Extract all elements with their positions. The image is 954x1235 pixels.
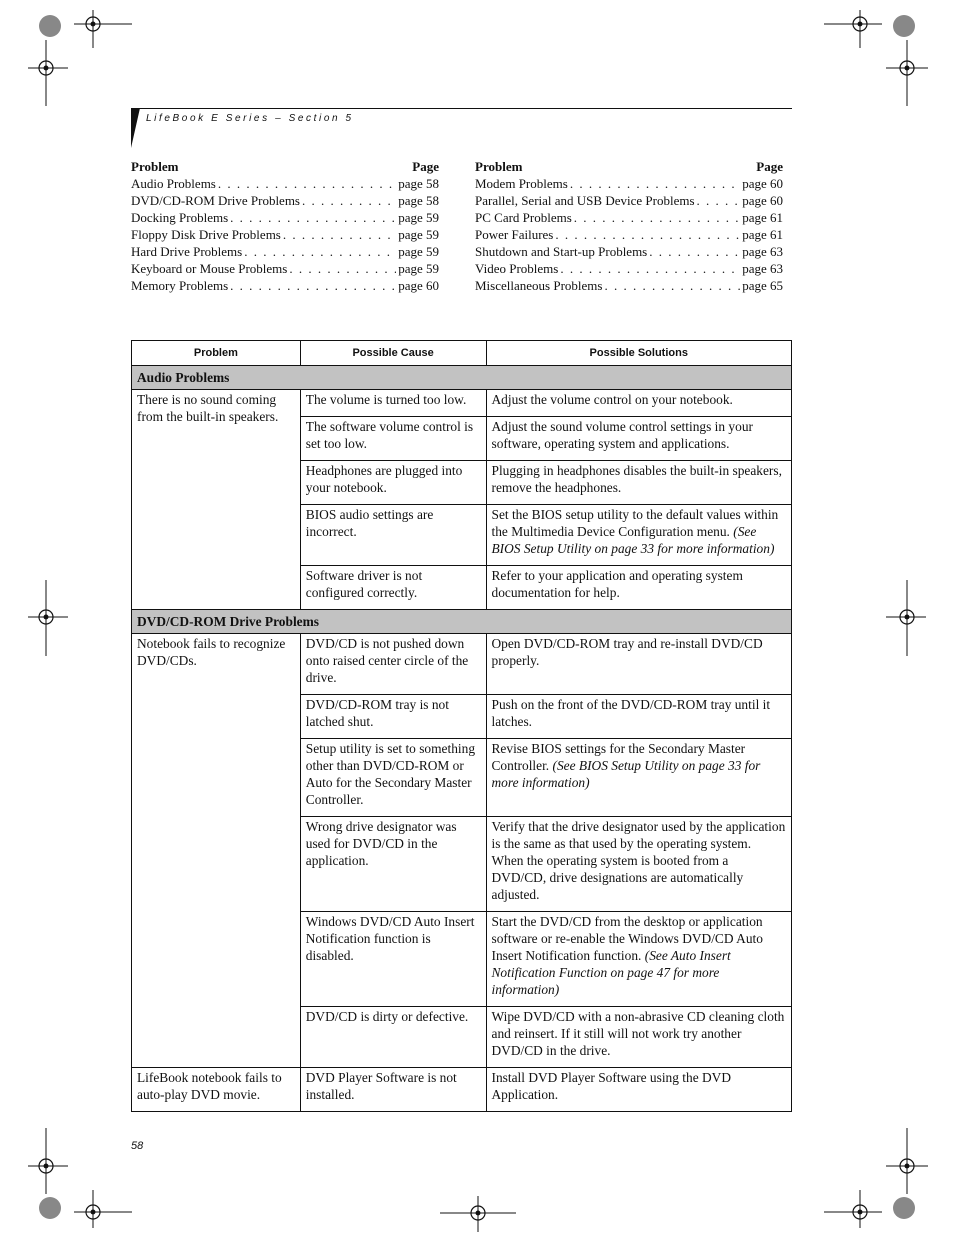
- toc-entry: [131, 277, 439, 294]
- problem-cell: LifeBook notebook fails to auto-play DVD movie.: [132, 1068, 301, 1112]
- solution-text: Refer to your application and operating system documentation for help.: [491, 568, 743, 600]
- toc-entry: [475, 243, 783, 260]
- registration-mark-bottom-left: [28, 1128, 138, 1228]
- cause-cell: Headphones are plugged into your notebook.: [300, 461, 486, 505]
- cause-cell: Software driver is not configured correctly.: [300, 566, 486, 610]
- solution-reference: (See Auto Insert Notification Function on page 47 for more information): [491, 948, 731, 997]
- toc-leader-dots: [302, 192, 396, 209]
- solution-text: Start the DVD/CD from the desktop or application software or re-enable the Windows DVD/CD Auto Insert Notification function.: [491, 914, 763, 963]
- section-title: Audio Problems: [132, 366, 792, 390]
- toc-entry-label: PC Card Problems: [475, 210, 572, 225]
- toc-entry: [131, 226, 439, 243]
- solution-cell: [486, 634, 792, 695]
- solution-cell: [486, 1068, 792, 1112]
- troubleshooting-table: [131, 340, 792, 1112]
- header-tab-marker: [131, 108, 140, 148]
- toc-entry: [475, 209, 783, 226]
- solution-text: Install DVD Player Software using the DVD Application.: [491, 1070, 732, 1102]
- toc-entry-label: DVD/CD-ROM Drive Problems: [131, 193, 300, 208]
- registration-mark-mid-left: [28, 580, 68, 656]
- solution-text: Push on the front of the DVD/CD-ROM tray until it latches.: [491, 697, 771, 729]
- solution-cell: [486, 817, 792, 912]
- toc-entry-label: Modem Problems: [475, 176, 568, 191]
- toc-entry: [475, 260, 783, 277]
- toc-leader-dots: [230, 277, 396, 294]
- section-row: [132, 366, 792, 390]
- column-header-solutions: Possible Solutions: [486, 341, 792, 366]
- toc-leader-dots: [289, 260, 396, 277]
- toc-left-page-heading: Page: [412, 159, 439, 174]
- toc-leader-dots: [697, 192, 741, 209]
- cause-cell: Windows DVD/CD Auto Insert Notification function is disabled.: [300, 912, 486, 1007]
- toc-leader-dots: [555, 226, 740, 243]
- toc-right: [475, 158, 783, 294]
- cause-cell: DVD/CD is not pushed down onto raised center circle of the drive.: [300, 634, 486, 695]
- table-row: [132, 1068, 792, 1112]
- registration-mark-top-right: [820, 10, 930, 110]
- toc-entry-page: page 59: [398, 227, 439, 242]
- solution-reference: (See BIOS Setup Utility on page 33 for more information): [491, 524, 775, 556]
- toc-leader-dots: [218, 175, 396, 192]
- toc-entry-label: Docking Problems: [131, 210, 229, 225]
- cause-cell: The software volume control is set too low.: [300, 417, 486, 461]
- toc-entry-label: Audio Problems: [131, 176, 216, 191]
- toc-entry: [475, 226, 783, 243]
- running-header-title: LifeBook E Series – Section 5: [146, 113, 354, 124]
- solution-text: Set the BIOS setup utility to the default values within the Multimedia Device Configuration menu.: [491, 507, 779, 539]
- solution-cell: [486, 695, 792, 739]
- toc-entry-label: Power Failures: [475, 227, 554, 242]
- cause-cell: Wrong drive designator was used for DVD/CD in the application.: [300, 817, 486, 912]
- toc-entry-page: page 61: [742, 227, 783, 242]
- toc-left-header: [131, 158, 439, 175]
- solution-text: Adjust the sound volume control settings in your software, operating system and applications.: [491, 419, 753, 451]
- cause-cell: The volume is turned too low.: [300, 390, 486, 417]
- solution-text: Verify that the drive designator used by the application is the same as that used by the operating system. When the operating system is booted from a DVD/CD, drive designations are automatically adjusted.: [491, 819, 786, 902]
- toc-entry: [475, 175, 783, 192]
- toc-entry-page: page 63: [742, 244, 783, 259]
- toc-leader-dots: [574, 209, 740, 226]
- toc-entry-page: page 60: [398, 278, 439, 293]
- toc-leader-dots: [570, 175, 740, 192]
- toc-right-page-heading: Page: [756, 159, 783, 174]
- solution-text: Revise BIOS settings for the Secondary Master Controller.: [491, 741, 746, 773]
- toc-leader-dots: [649, 243, 740, 260]
- toc-right-header: [475, 158, 783, 175]
- solution-cell: [486, 912, 792, 1007]
- toc-entry: [131, 175, 439, 192]
- cause-cell: BIOS audio settings are incorrect.: [300, 505, 486, 566]
- problem-cell: There is no sound coming from the built-in speakers.: [132, 390, 301, 610]
- registration-mark-bottom-right: [820, 1128, 930, 1228]
- toc-leader-dots: [560, 260, 740, 277]
- solution-cell: [486, 566, 792, 610]
- column-header-cause: Possible Cause: [300, 341, 486, 366]
- toc-entry-page: page 60: [742, 176, 783, 191]
- toc-entry-page: page 58: [398, 176, 439, 191]
- solution-cell: [486, 1007, 792, 1068]
- table-row: [132, 634, 792, 695]
- toc-entry-label: Hard Drive Problems: [131, 244, 243, 259]
- toc-entry-label: Shutdown and Start-up Problems: [475, 244, 648, 259]
- solution-cell: [486, 505, 792, 566]
- solution-cell: [486, 461, 792, 505]
- toc-entry: [131, 192, 439, 209]
- toc-left-problem-heading: Problem: [131, 159, 179, 174]
- table-row: [132, 390, 792, 417]
- toc-entry-page: page 59: [398, 210, 439, 225]
- toc-leader-dots: [230, 209, 396, 226]
- toc-entry-label: Parallel, Serial and USB Device Problems: [475, 193, 695, 208]
- toc-leader-dots: [283, 226, 396, 243]
- cause-cell: Setup utility is set to something other than DVD/CD-ROM or Auto for the Secondary Master Controller.: [300, 739, 486, 817]
- toc-entry-label: Miscellaneous Problems: [475, 278, 603, 293]
- cause-cell: DVD/CD-ROM tray is not latched shut.: [300, 695, 486, 739]
- toc-entry-label: Floppy Disk Drive Problems: [131, 227, 281, 242]
- toc-entry-page: page 58: [398, 193, 439, 208]
- toc-entry: [131, 243, 439, 260]
- solution-cell: [486, 417, 792, 461]
- toc-entry-page: page 61: [742, 210, 783, 225]
- registration-mark-bottom-center: [440, 1196, 516, 1232]
- cause-cell: DVD Player Software is not installed.: [300, 1068, 486, 1112]
- toc-leader-dots: [604, 277, 740, 294]
- header-rule: [131, 108, 792, 109]
- solution-text: Open DVD/CD-ROM tray and re-install DVD/CD properly.: [491, 636, 763, 668]
- toc-entry-page: page 59: [398, 261, 439, 276]
- toc-entry-label: Memory Problems: [131, 278, 229, 293]
- table-header-row: [132, 341, 792, 366]
- registration-mark-mid-right: [886, 580, 926, 656]
- toc-entry-label: Keyboard or Mouse Problems: [131, 261, 288, 276]
- section-row: [132, 610, 792, 634]
- solution-cell: [486, 390, 792, 417]
- page-number: 58: [131, 1140, 144, 1152]
- toc-entry-page: page 59: [398, 244, 439, 259]
- toc-entry: [131, 209, 439, 226]
- toc-left: [131, 158, 439, 294]
- toc-entry: [475, 192, 783, 209]
- toc-entry-page: page 65: [742, 278, 783, 293]
- solution-text: Plugging in headphones disables the built-in speakers, remove the headphones.: [491, 463, 782, 495]
- solution-reference: (See BIOS Setup Utility on page 33 for more information): [491, 758, 761, 790]
- solution-cell: [486, 739, 792, 817]
- section-title: DVD/CD-ROM Drive Problems: [132, 610, 792, 634]
- toc-entry-page: page 63: [742, 261, 783, 276]
- registration-mark-top-left: [28, 10, 138, 110]
- toc-entry-page: page 60: [742, 193, 783, 208]
- solution-text: Wipe DVD/CD with a non-abrasive CD cleaning cloth and reinsert. If it still will not work try another DVD/CD in the drive.: [491, 1009, 785, 1058]
- toc-entry: [131, 260, 439, 277]
- toc-leader-dots: [244, 243, 396, 260]
- column-header-problem: Problem: [132, 341, 301, 366]
- cause-cell: DVD/CD is dirty or defective.: [300, 1007, 486, 1068]
- toc-right-problem-heading: Problem: [475, 159, 523, 174]
- toc-entry-label: Video Problems: [475, 261, 559, 276]
- toc-entry: [475, 277, 783, 294]
- problem-cell: Notebook fails to recognize DVD/CDs.: [132, 634, 301, 1068]
- solution-text: Adjust the volume control on your notebook.: [491, 392, 733, 407]
